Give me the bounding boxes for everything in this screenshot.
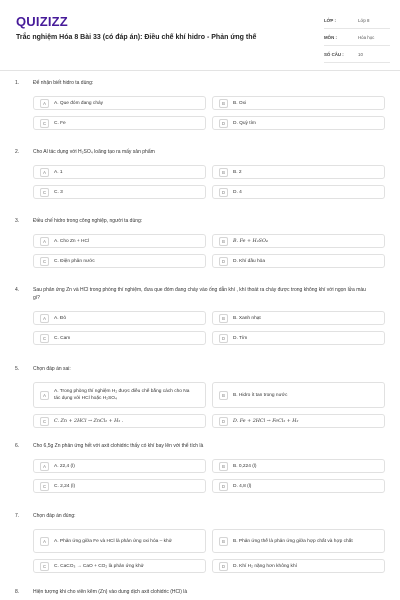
option-letter: D (219, 334, 228, 343)
option-c[interactable] (33, 414, 206, 428)
worksheet-header (0, 0, 400, 70)
option-letter: B (219, 314, 228, 323)
option-d[interactable] (212, 185, 385, 199)
option-a[interactable] (33, 382, 206, 408)
option-d[interactable] (212, 559, 385, 573)
option-letter: B (219, 537, 228, 546)
option-text: B. 2 (233, 169, 242, 175)
option-b[interactable] (212, 382, 385, 408)
option-letter: D (219, 119, 228, 128)
option-letter: C (40, 119, 49, 128)
option-letter: C (40, 562, 49, 571)
option-c[interactable] (33, 116, 206, 130)
question-number: 8. (15, 589, 20, 595)
option-letter: C (40, 334, 49, 343)
option-b[interactable] (212, 96, 385, 110)
option-c[interactable] (33, 479, 206, 493)
option-letter: D (219, 188, 228, 197)
option-text: B. Oxi (233, 100, 247, 106)
option-letter: C (40, 417, 49, 426)
option-b[interactable] (212, 234, 385, 248)
option-text: A. 1 (54, 169, 63, 175)
option-letter: C (40, 482, 49, 491)
meta-key: LỚP : (324, 17, 336, 23)
question-number: 1. (15, 80, 20, 86)
option-letter: A (40, 99, 49, 108)
option-b[interactable] (212, 529, 385, 553)
option-letter: A (40, 314, 49, 323)
option-a[interactable] (33, 311, 206, 325)
option-d[interactable] (212, 254, 385, 268)
option-b[interactable] (212, 311, 385, 325)
question-text: Điều chế hidro trong công nghiệp, người ta dùng: (33, 218, 143, 224)
question-text: Sau phản ứng Zn và HCl trong phòng thí nghiệm, đưa que đóm đang cháy vào ống dẫn khí , khí thoát ra cháy được trong không khí với ngọn lửa màu gì? (33, 287, 366, 301)
option-text: C. CaCO₃ → CaO + CO₂ là phản ứng khử (54, 563, 144, 569)
option-letter: B (219, 237, 228, 246)
question-text: Hiện tượng khi cho viên kẽm (Zn) vào dung dịch axit clohidric (HCl) là (33, 589, 188, 595)
question-number: 7. (15, 513, 20, 519)
question-text: Cho Al tác dụng với H₂SO₄ loãng tạo ra mấy sản phẩm (33, 149, 155, 155)
option-text: A. 22,4 (l) (54, 463, 75, 469)
option-text: C. Điện phân nước (54, 258, 95, 264)
meta-value: Lớp 8 (358, 17, 370, 23)
option-text: B. Phản ứng thế là phản ứng giữa hợp chất và hợp chất (233, 538, 353, 544)
meta-row-count (324, 46, 390, 63)
option-letter: B (219, 168, 228, 177)
option-letter: A (40, 237, 49, 246)
option-text: C. Fe (54, 120, 66, 126)
option-text: D. Khí H₂ nặng hơn không khí (233, 563, 297, 569)
option-d[interactable] (212, 331, 385, 345)
meta-row-grade (324, 12, 390, 29)
option-letter: B (219, 391, 228, 400)
question-number: 2. (15, 149, 20, 155)
option-d[interactable] (212, 479, 385, 493)
meta-row-subject (324, 29, 390, 46)
option-text: A. Phản ứng giữa Fe và HCl là phản ứng oxi hóa – khử (54, 538, 172, 544)
option-b[interactable] (212, 165, 385, 179)
option-c[interactable] (33, 331, 206, 345)
option-letter: B (219, 462, 228, 471)
option-text: D. 4,8 (l) (233, 483, 252, 489)
option-text: D. Quỳ tím (233, 120, 256, 126)
header-divider (0, 70, 400, 71)
option-text: D. 4 (233, 189, 242, 195)
option-text: D. Tím (233, 335, 248, 341)
option-a[interactable] (33, 459, 206, 473)
option-text: B. Hidro ít tan trong nước (233, 392, 288, 398)
option-c[interactable] (33, 185, 206, 199)
option-letter: C (40, 257, 49, 266)
option-letter: C (40, 188, 49, 197)
quizizz-logo: QUIZIZZ (16, 14, 68, 29)
meta-value: 10 (358, 51, 363, 57)
option-text: C. 2,24 (l) (54, 483, 76, 489)
page-title: Trắc nghiệm Hóa 8 Bài 33 (có đáp án): Điều chế khí hidro - Phản ứng thế (16, 34, 257, 41)
option-d[interactable] (212, 414, 385, 428)
option-d[interactable] (212, 116, 385, 130)
meta-table (324, 12, 390, 63)
question-text: Chọn đáp án đúng: (33, 513, 76, 519)
option-letter: A (40, 462, 49, 471)
option-letter: D (219, 482, 228, 491)
question-text: Để nhận biết hidro ta dùng: (33, 80, 94, 86)
question-number: 6. (15, 443, 20, 449)
option-a[interactable] (33, 529, 206, 553)
option-letter: D (219, 417, 228, 426)
question-text: Chọn đáp án sai: (33, 366, 71, 372)
question-text: Cho 6,5g Zn phản ứng hết với axit clohidric thấy có khí bay lên với thể tích là (33, 443, 204, 449)
option-text: A. Trong phòng thí nghiệm H₂ được điều chế bằng cách cho Na tác dụng với HCl hoặc H₂SO₄ (54, 389, 190, 401)
meta-value: Hóa học (358, 34, 375, 40)
option-text: A. Đỏ (54, 315, 66, 321)
question-number: 3. (15, 218, 20, 224)
question-number: 5. (15, 366, 20, 372)
option-text: B. 0,224 (l) (233, 463, 257, 469)
option-text: C. Cam (54, 335, 71, 341)
question-number: 4. (15, 287, 20, 293)
option-letter: D (219, 257, 228, 266)
option-letter: B (219, 99, 228, 108)
option-letter: A (40, 537, 49, 546)
option-letter: D (219, 562, 228, 571)
option-letter: A (40, 391, 49, 400)
option-text: B. Xanh nhạt (233, 315, 261, 321)
option-a[interactable] (33, 96, 206, 110)
option-letter: A (40, 168, 49, 177)
option-text: A. Que đóm đang cháy (54, 100, 104, 106)
option-text: C. Zn + 2HCl → ZnCl₂ + H₂ . (54, 418, 124, 424)
option-text: A. Cho Zn + HCl (54, 238, 90, 244)
option-text: D. Khí dầu hỏa (233, 258, 266, 264)
meta-key: SỐ CÂU : (324, 51, 344, 57)
option-text: B. Fe + H₂SO₄ (233, 238, 268, 244)
option-a[interactable] (33, 234, 206, 248)
option-c[interactable] (33, 254, 206, 268)
option-c[interactable] (33, 559, 206, 573)
option-text: D. Fe + 2HCl → FeCl₂ + H₂ (233, 418, 299, 424)
meta-key: MÔN : (324, 34, 337, 40)
option-a[interactable] (33, 165, 206, 179)
option-b[interactable] (212, 459, 385, 473)
option-text: C. 3 (54, 189, 63, 195)
